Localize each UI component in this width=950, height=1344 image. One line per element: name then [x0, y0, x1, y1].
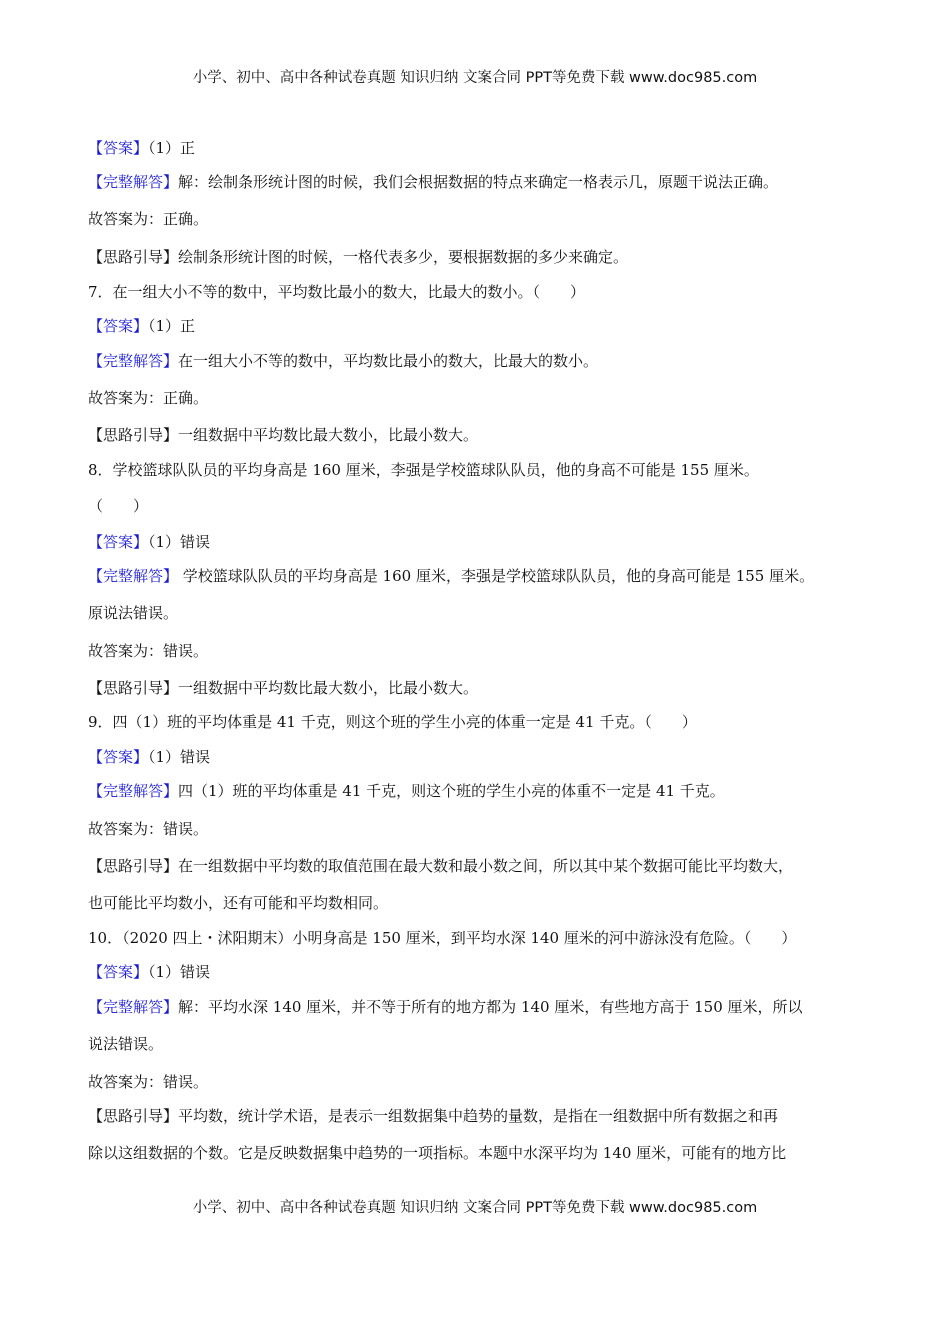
section-label: 【完整解答】	[88, 782, 179, 800]
text-line	[88, 532, 210, 552]
text-line	[88, 603, 178, 623]
line-text: （1）正	[148, 317, 196, 335]
section-label: 【答案】	[88, 963, 149, 981]
text-line	[88, 1072, 208, 1092]
text-line	[88, 819, 208, 839]
line-text: 7．在一组大小不等的数中，平均数比最小的数大，比最大的数小。（ ）	[88, 283, 586, 301]
text-line	[88, 351, 598, 371]
line-text: 除以这组数据的个数。它是反映数据集中趋势的一项指标。本题中水深平均为 140 厘米，可能有的地方比	[88, 1144, 787, 1162]
section-label: 【完整解答】	[88, 173, 179, 191]
line-text: 10．（2020 四上・沭阳期末）小明身高是 150 厘米，到平均水深 140 厘米的河中游泳没有危险。（ ）	[88, 929, 797, 947]
line-text: 故答案为：错误。	[88, 820, 209, 838]
text-line	[88, 962, 210, 982]
line-text: （1）正	[148, 139, 196, 157]
section-label: 【答案】	[88, 317, 149, 335]
line-text: （1）错误	[148, 963, 211, 981]
text-line	[88, 282, 585, 302]
line-text: 解：绘制条形统计图的时候，我们会根据数据的特点来确定一格表示几，原题干说法正确。	[178, 173, 779, 191]
section-label: 【完整解答】	[88, 567, 179, 585]
line-text: （ ）	[88, 497, 149, 515]
text-line	[88, 997, 803, 1017]
text-line	[88, 712, 697, 732]
text-line	[88, 641, 208, 661]
text-line	[88, 678, 478, 698]
line-text: 【思路引导】一组数据中平均数比最大数小，比最小数大。	[88, 679, 479, 697]
text-line	[88, 247, 628, 267]
line-text: 也可能比平均数小，还有可能和平均数相同。	[88, 894, 389, 912]
line-text: 在一组大小不等的数中，平均数比最小的数大，比最大的数小。	[178, 352, 599, 370]
text-line	[88, 928, 796, 948]
text-line	[88, 388, 208, 408]
line-text: 8．学校篮球队队员的平均身高是 160 厘米，李强是学校篮球队队员，他的身高不可能是 155 厘米。	[88, 461, 759, 479]
line-text: 解：平均水深 140 厘米，并不等于所有的地方都为 140 厘米，有些地方高于 150 厘米，所以	[178, 998, 803, 1016]
text-line	[88, 856, 793, 876]
line-text: （1）错误	[148, 533, 211, 551]
line-text: 9．四（1）班的平均体重是 41 千克，则这个班的学生小亮的体重一定是 41 千克。（ ）	[88, 713, 697, 731]
section-label: 【答案】	[88, 139, 149, 157]
text-line	[88, 566, 814, 586]
text-line	[88, 425, 478, 445]
line-text: 学校篮球队队员的平均身高是 160 厘米，李强是学校篮球队队员，他的身高可能是 155 厘米。	[178, 567, 815, 585]
text-line	[88, 460, 759, 480]
line-text: （1）错误	[148, 748, 211, 766]
text-line	[88, 138, 195, 158]
line-text: 原说法错误。	[88, 604, 179, 622]
line-text: 【思路引导】绘制条形统计图的时候，一格代表多少，要根据数据的多少来确定。	[88, 248, 629, 266]
text-line	[88, 893, 388, 913]
text-line	[88, 316, 195, 336]
section-label: 【完整解答】	[88, 998, 179, 1016]
section-label: 【答案】	[88, 748, 149, 766]
text-line	[88, 747, 210, 767]
line-text: 故答案为：正确。	[88, 210, 209, 228]
line-text: 【思路引导】一组数据中平均数比最大数小，比最小数大。	[88, 426, 479, 444]
page-footer: 小学、初中、高中各种试卷真题 知识归纳 文案合同 PPT等免费下载 www.doc985.com	[192, 1200, 758, 1216]
text-line	[88, 209, 208, 229]
line-text: 故答案为：错误。	[88, 1073, 209, 1091]
line-text: 故答案为：正确。	[88, 389, 209, 407]
section-label: 【答案】	[88, 533, 149, 551]
text-line	[88, 1034, 163, 1054]
text-line	[88, 1143, 786, 1163]
text-line	[88, 172, 778, 192]
text-line	[88, 781, 725, 801]
text-line	[88, 1106, 778, 1126]
section-label: 【完整解答】	[88, 352, 179, 370]
line-text: 【思路引导】平均数，统计学术语，是表示一组数据集中趋势的量数，是指在一组数据中所有数据之和再	[88, 1107, 779, 1125]
line-text: 四（1）班的平均体重是 41 千克，则这个班的学生小亮的体重不一定是 41 千克。	[178, 782, 725, 800]
line-text: 故答案为：错误。	[88, 642, 209, 660]
page-header: 小学、初中、高中各种试卷真题 知识归纳 文案合同 PPT等免费下载 www.doc985.com	[192, 70, 758, 86]
line-text: 【思路引导】在一组数据中平均数的取值范围在最大数和最小数之间，所以其中某个数据可能比平均数大，	[88, 857, 794, 875]
line-text: 说法错误。	[88, 1035, 164, 1053]
text-line	[88, 496, 148, 516]
